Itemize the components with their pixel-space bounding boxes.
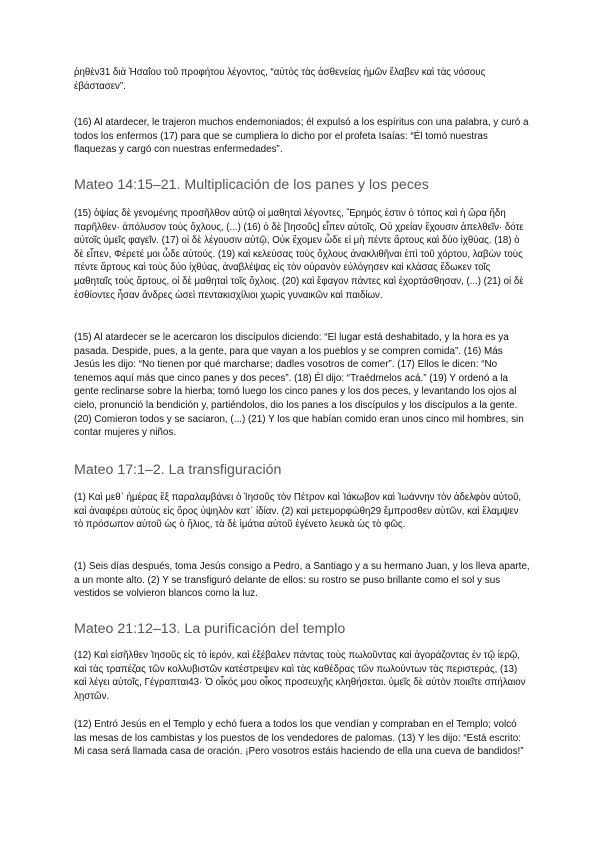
spanish-passage-17-1-2: (1) Seis días después, toma Jesús consigo a Pedro, a Santiago y a su hermano Juan, y los lleva aparte, a un monte alto. (2) Y se transfiguró delante de ellos: su rostro se puso brillante como el sol y sus vestidos se volvieron blancos como la luz. <box>74 561 530 600</box>
spanish-passage-8-16-17: (16) Al atardecer, le trajeron muchos endemoniados; él expulsó a los espíritus con una palabra, y curó a todos los enfermos (17) para que se cumpliera lo dicho por el profeta Isaías: “Él tomó nuestras flaquezas y cargó con nuestras enfermedades”. <box>74 117 529 156</box>
spanish-passage-21-12-13: (12) Entró Jesús en el Templo y echó fuera a todos los que vendían y compraban en el Templo; volcó las mesas de los cambistas y los puestos de los vendedores de palomas. (13) Y les dijo: “Está escrito: Mi casa será llamada casa de oración. ¡Pero vosotros estáis haciendo de ella una cueva de bandidos!” <box>74 719 524 758</box>
spanish-passage-14-15-21: (15) Al atardecer se le acercaron los discípulos diciendo: “El lugar está deshabitado, y la hora es ya pasada. Despide, pues, a la gente, para que vayan a los pueblos y se compren comida”. (16) Más Jesús les dijo: “No tienen por qué marcharse; dadles vosotros de comer”. (17) Ellos le dicen: “No tenemos aquí más que cinco panes y dos peces”. (18) Él dijo: “Traédmelos acá.” (19) Y ordenó a la gente reclinarse sobre la hierba; tomó luego los cinco panes y los dos peces, y levantando los ojos al cielo, pronunció la bendición y, partiéndolos, dio los panes a los discípulos y los discípulos a la gente. (20) Comieron todos y se saciaron, (...) (21) Y los que habían comido eran unos cinco mil hombres, sin contar mujeres y niños. <box>74 332 524 439</box>
section-heading-mateo-14: Mateo 14:15–21. Multiplicación de los panes y los peces <box>74 177 429 193</box>
greek-passage-14-15-21: (15) ὀψίας δὲ γενομένης προσῆλθον αὐτῷ οἱ μαθηταὶ λέγοντες, Ἔρημός ἐστιν ὁ τόπος καὶ ἡ ὥρα ἤδη παρῆλθεν· ἀπόλυσον τοὺς ὄχλους, (...) (16) ὁ δὲ [Ἰησοῦς] εἶπεν αὐτοῖς, Οὐ χρείαν ἔχουσιν ἀπελθεῖν· δότε αὐτοῖς ὑμεῖς φαγεῖν. (17) οἱ δὲ λέγουσιν αὐτῷ, Οὐκ ἔχομεν ὧδε εἰ μὴ πέντε ἄρτους καὶ δύο ἰχθύας. (18) ὁ δὲ εἶπεν, Φέρετέ μοι ὧδε αὐτούς. (19) καὶ κελεύσας τοὺς ὄχλους ἀνακλιθῆναι ἐπὶ τοῦ χόρτου, λαβὼν τοὺς πέντε ἄρτους καὶ τοὺς δύο ἰχθύας, ἀναβλέψας εἰς τὸν οὐρανὸν εὐλόγησεν καὶ κλάσας ἔδωκεν τοῖς μαθηταῖς τοὺς ἄρτους, οἱ δὲ μαθηταὶ τοῖς ὄχλοις. (20) καὶ ἔφαγον πάντες καὶ ἐχορτάσθησαν, (...) (21) οἱ δὲ ἐσθίοντες ἦσαν ἄνδρες ὡσεὶ πεντακισχίλιοι χωρὶς γυναικῶν καὶ παιδίων. <box>74 208 524 301</box>
greek-passage-17-1-2: (1) Καὶ μεθ᾽ ἡμέρας ἓξ παραλαμβάνει ὁ Ἰησοῦς τὸν Πέτρον καὶ Ἰάκωβον καὶ Ἰωάννην τὸν ἀδελφὸν αὐτοῦ, καὶ ἀναφέρει αὐτοὺς εἰς ὄρος ὑψηλὸν κατ᾽ ἰδίαν. (2) καὶ μετεμορφώθη29 ἔμπροσθεν αὐτῶν, καὶ ἔλαμψεν τὸ πρόσωπον αὐτοῦ ὡς ὁ ἥλιος, τὰ δὲ ἱμάτια αὐτοῦ ἐγένετο λευκὰ ὡς τὸ φῶς. <box>74 492 522 531</box>
greek-passage-8-17-end: ῥηθὲν31 διὰ Ἠσαΐου τοῦ προφήτου λέγοντος, “αὐτὸς τὰς ἀσθενείας ἡμῶν ἔλαβεν καὶ τὰς νόσους ἐβάστασεν”. <box>74 67 486 92</box>
section-heading-mateo-21: Mateo 21:12–13. La purificación del templo <box>74 621 346 637</box>
section-heading-mateo-17: Mateo 17:1–2. La transfiguración <box>74 462 282 478</box>
greek-passage-21-12-13: (12) Καὶ εἰσῆλθεν Ἰησοῦς εἰς τὸ ἱερόν, καὶ ἐξέβαλεν πάντας τοὺς πωλοῦντας καὶ ἀγοράζοντας ἐν τῷ ἱερῷ, καὶ τὰς τραπέζας τῶν κολλυβιστῶν κατέστρεψεν καὶ τὰς καθέδρας τῶν πωλούντων τὰς περιστεράς, (13) καὶ λέγει αὐτοῖς, Γέγραπται43· Ὁ οἶκός μου οἶκος προσευχῆς κληθήσεται. ὑμεῖς δὲ αὐτὸν ποιεῖτε σπήλαιον λῃστῶν. <box>74 650 526 702</box>
